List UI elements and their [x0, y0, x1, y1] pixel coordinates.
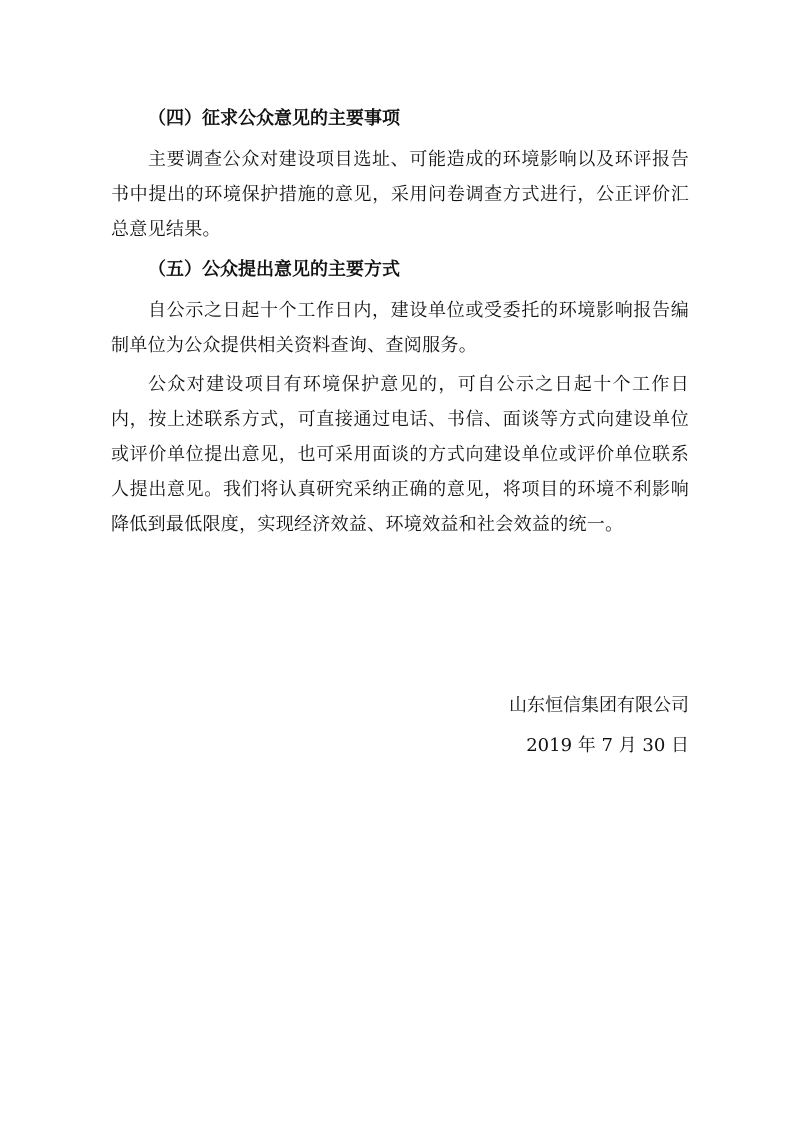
section-4-paragraph: 主要调查公众对建设项目选址、可能造成的环境影响以及环评报告书中提出的环境保护措施的意见，采用问卷调查方式进行，公正评价汇总意见结果。 — [111, 149, 689, 240]
section-heading-4: （四）征求公众意见的主要事项 — [148, 108, 400, 129]
company-name: 山东恒信集团有限公司 — [509, 695, 689, 716]
document-body — [111, 102, 689, 542]
section-5-paragraph-2: 公众对建设项目有环境保护意见的，可自公示之日起十个工作日内，按上述联系方式，可直接通过电话、书信、面谈等方式向建设单位或评价单位提出意见，也可采用面谈的方式向建设单位或评价单位联系人提出意见。我们将认真研究采纳正确的意见，将项目的环境不利影响降低到最低限度，实现经济效益、环境效益和社会效益的统一。 — [111, 374, 689, 535]
section-5-paragraph-1: 自公示之日起十个工作日内，建设单位或受委托的环境影响报告编制单位为公众提供相关资料查询、查阅服务。 — [111, 300, 689, 356]
section-heading-5: （五）公众提出意见的主要方式 — [148, 259, 400, 280]
signature-block — [509, 688, 689, 763]
signature-date: 2019 年 7 月 30 日 — [526, 735, 689, 756]
